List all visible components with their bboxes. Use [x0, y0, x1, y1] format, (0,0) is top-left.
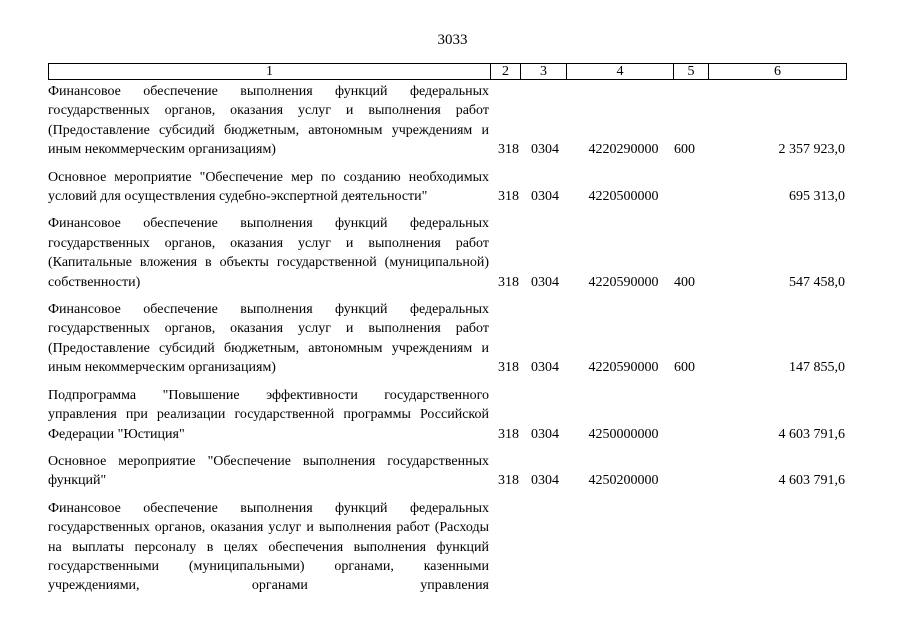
target-article-code: 4250000000 [588, 426, 659, 442]
table-body [48, 82, 847, 596]
row-description: Финансовое обеспечение выполнения функций федеральных государственных органов, оказания услуг и выполнения работ (Расходы на выплаты персоналу в целях обеспечения выполнения функций государственными (муниципальными) органами, казенными учреждениями, органами управления [48, 500, 489, 594]
ministry-code: 318 [498, 473, 519, 489]
amount: 547 458,0 [789, 274, 845, 290]
row-description: Основное мероприятие "Обеспечение мер по созданию необходимых условий для осуществления судебно-экспертной деятельности" [48, 169, 489, 205]
header-col-1: 1 [266, 64, 273, 79]
header-col-5: 5 [673, 64, 708, 79]
amount: 695 313,0 [789, 189, 845, 205]
table-row [48, 82, 847, 160]
table-row [48, 214, 847, 292]
section-code: 0304 [531, 360, 559, 376]
section-code: 0304 [531, 274, 559, 290]
row-description: Подпрограмма "Повышение эффективности государственного управления при реализации государственной программы Российской Федерации "Юстиция" [48, 387, 489, 442]
section-code: 0304 [531, 189, 559, 205]
section-code: 0304 [531, 142, 559, 158]
section-code: 0304 [531, 426, 559, 442]
row-description: Финансовое обеспечение выполнения функций федеральных государственных органов, оказания услуг и выполнения работ (Предоставление субсидий бюджетным, автономным учреждениям и иным некоммерческим организациям) [48, 302, 489, 376]
ministry-code: 318 [498, 274, 519, 290]
target-article-code: 4250200000 [588, 473, 659, 489]
expense-type-code: 600 [674, 360, 695, 376]
header-col-4: 4 [566, 64, 673, 79]
target-article-code: 4220590000 [588, 274, 659, 290]
ministry-code: 318 [498, 360, 519, 376]
page-number: 3033 [437, 32, 468, 48]
table-header [48, 63, 847, 80]
ministry-code: 318 [498, 189, 519, 205]
amount: 4 603 791,6 [778, 426, 845, 442]
row-description: Финансовое обеспечение выполнения функций федеральных государственных органов, оказания услуг и выполнения работ (Капитальные вложения в объекты государственной (муниципальной) собственности) [48, 216, 489, 290]
amount: 147 855,0 [789, 360, 845, 376]
header-col-2: 2 [490, 64, 520, 79]
target-article-code: 4220500000 [588, 189, 659, 205]
header-col-6: 6 [708, 64, 846, 79]
table-row [48, 386, 847, 444]
target-article-code: 4220290000 [588, 142, 659, 158]
section-code: 0304 [531, 473, 559, 489]
table-row [48, 168, 847, 207]
ministry-code: 318 [498, 426, 519, 442]
table-row [48, 452, 847, 491]
row-description: Финансовое обеспечение выполнения функций федеральных государственных органов, оказания услуг и выполнения работ (Предоставление субсидий бюджетным, автономным учреждениям и иным некоммерческим организациям) [48, 84, 489, 158]
header-col-3: 3 [520, 64, 566, 79]
target-article-code: 4220590000 [588, 360, 659, 376]
table-row [48, 499, 847, 596]
ministry-code: 318 [498, 142, 519, 158]
amount: 4 603 791,6 [778, 473, 845, 489]
expense-type-code: 400 [674, 274, 695, 290]
row-description: Основное мероприятие "Обеспечение выполнения государственных функций" [48, 453, 489, 489]
expense-type-code: 600 [674, 142, 695, 158]
amount: 2 357 923,0 [778, 142, 845, 158]
table-row [48, 300, 847, 378]
